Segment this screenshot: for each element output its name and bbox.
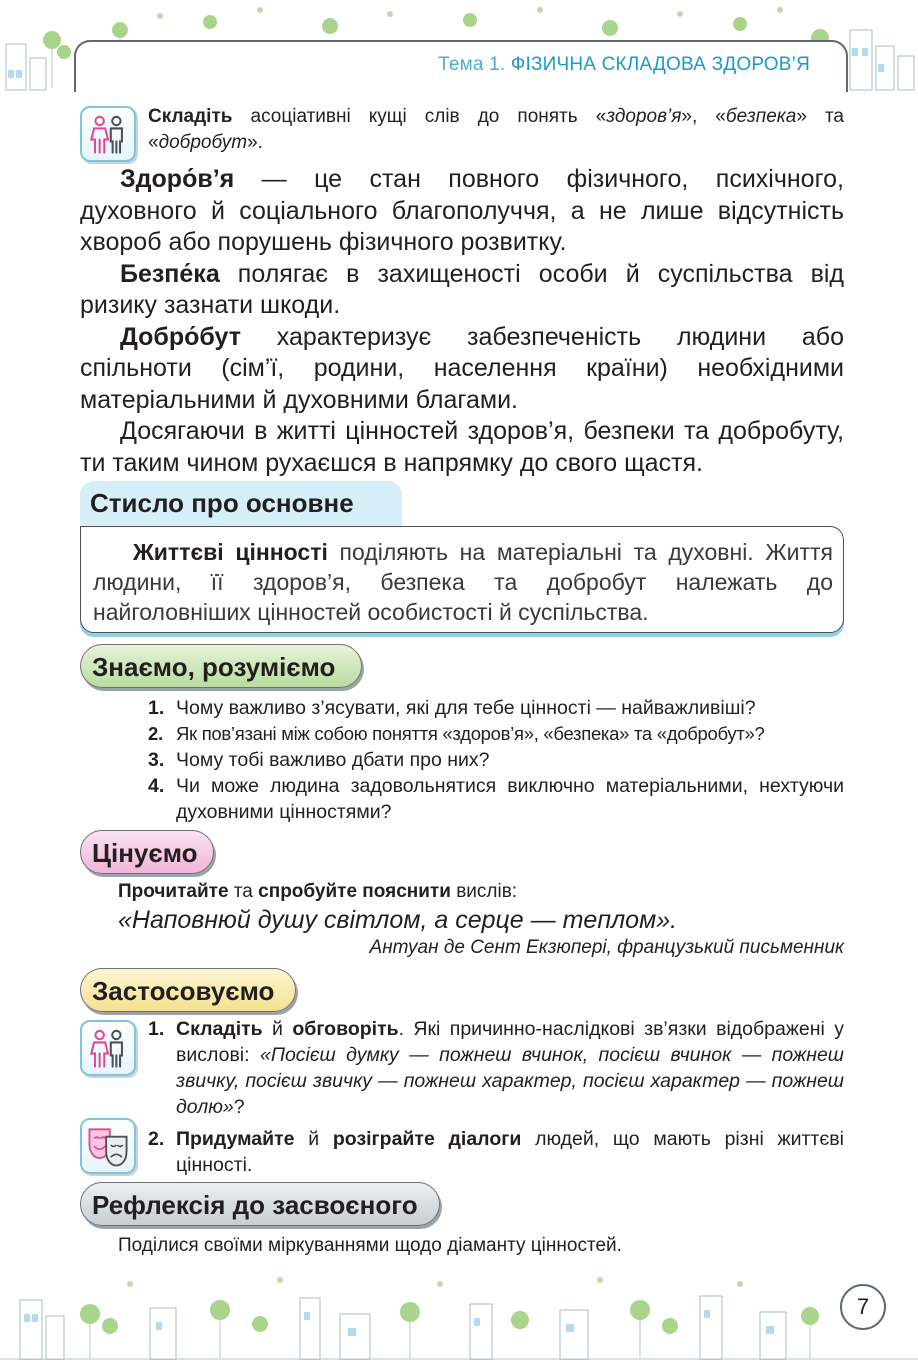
task-text: й xyxy=(262,1018,293,1040)
reflection-section-title: Рефлексія до засвоєного xyxy=(92,1190,418,1220)
summary-term: Життєві цінності xyxy=(133,539,328,565)
intro-task-verb: Складіть xyxy=(148,106,233,127)
intro-task-text: » та « xyxy=(148,106,844,153)
know-section-title: Знаємо, розуміємо xyxy=(92,652,336,682)
know-section-heading xyxy=(80,644,362,688)
task-number: 2. xyxy=(148,1128,165,1150)
bottom-city-illustration xyxy=(0,1270,918,1360)
task-number: 1. xyxy=(148,1018,165,1040)
question-item xyxy=(148,773,844,825)
task-text: людей, що мають різні життєві цінності. xyxy=(176,1128,844,1176)
intro-task-text: ». xyxy=(247,132,263,153)
people-icon xyxy=(80,106,136,162)
instruction-verb: спробуйте пояснити xyxy=(258,881,451,902)
intro-term-health: здоров’я xyxy=(606,106,682,127)
task-verb: розіграйте діалоги xyxy=(332,1128,522,1150)
safety-term: Безпе́ка xyxy=(120,259,220,288)
health-term: Здоро́в’я xyxy=(120,165,235,193)
intro-task-text: асоціативні кущі слів до понять « xyxy=(232,106,607,127)
people-icon xyxy=(80,1020,136,1076)
question-text: Чи може людина задовольнятися виключно матеріальними, нехтуючи духовними цінностями? xyxy=(176,775,844,823)
safety-text: полягає в захищеності особи й суспільства від ризику зазнати шкоди. xyxy=(80,259,844,319)
reflection-text: Поділися своїми міркуваннями щодо діаманту цінностей. xyxy=(118,1235,622,1256)
question-text: Чому важливо з’ясувати, які для тебе цінності — найважливіші? xyxy=(176,697,756,719)
intro-task-text: », « xyxy=(681,106,726,127)
apply-task-1 xyxy=(148,1016,844,1120)
conclusion-paragraph: Досягаючи в житті цінностей здоров’я, безпеки та добробуту, ти таким чином рухаєшся в напрямку до свого щастя. xyxy=(80,417,844,477)
value-instruction xyxy=(118,879,844,905)
question-item xyxy=(148,721,844,747)
apply-task-2 xyxy=(148,1126,844,1178)
summary-body: поділяють на матеріальні та духовні. Життя людини, її здоров’я, безпека та добробут належать до найголовніших цінностей особистості й суспільства. xyxy=(93,539,833,625)
question-item xyxy=(148,695,844,721)
intro-task xyxy=(148,104,844,156)
welfare-definition xyxy=(80,322,844,417)
safety-definition xyxy=(80,259,844,322)
page-number: 7 xyxy=(840,1284,886,1330)
value-section-heading xyxy=(80,830,214,874)
welfare-term: Добро́бут xyxy=(120,322,241,351)
task-quote: «Посієш думку — пожнеш вчинок, посієш вчинок — пожнеш звичку, посієш звичку — пожнеш характер, посієш характер — пожнеш долю» xyxy=(176,1044,844,1118)
health-definition xyxy=(80,164,844,259)
apply-tasks-list xyxy=(148,1016,844,1178)
quote-author: Антуан де Сент Екзюпері, французький письменник xyxy=(369,937,844,958)
know-questions-list xyxy=(148,695,844,825)
reflection-section-heading xyxy=(80,1182,440,1226)
task-verb: Придумайте xyxy=(176,1128,295,1150)
task-verb: обговоріть xyxy=(292,1018,399,1040)
task-text: ? xyxy=(233,1096,245,1118)
question-item xyxy=(148,747,844,773)
apply-section-title: Застосовуємо xyxy=(92,976,275,1006)
topic-label: Тема 1. xyxy=(438,54,506,75)
intro-term-safety: безпека xyxy=(725,106,797,127)
summary-box xyxy=(80,526,844,633)
question-number: 2. xyxy=(148,723,163,744)
question-text: Як пов’язані між собою поняття «здоров’я», «безпека» та «добробут»? xyxy=(176,723,765,744)
theatre-masks-icon xyxy=(80,1118,136,1174)
task-text: . Які причинно-наслідкові зв’язки відображені у вислові: xyxy=(176,1018,844,1066)
value-section-title: Цінуємо xyxy=(92,838,198,868)
welfare-text: характеризує забезпеченість людини або спільноти (сім’ї, родини, населення країни) необхідними матеріальними й духовними благами. xyxy=(80,322,844,414)
summary-text xyxy=(93,537,833,627)
question-number: 4. xyxy=(148,775,165,797)
instruction-text: вислів: xyxy=(450,881,518,902)
topic-title: ФІЗИЧНА СКЛАДОВА ЗДОРОВ’Я xyxy=(510,54,810,75)
health-text: — це стан повного фізичного, психічного, духовного й соціального благополуччя, а не лише відсутність хвороб або порушень фізичного розвитку. xyxy=(80,165,844,256)
apply-section-heading xyxy=(80,968,296,1012)
summary-title: Стисло про основне xyxy=(90,488,354,518)
intro-term-welfare: добробут xyxy=(158,132,248,153)
instruction-verb: Прочитайте xyxy=(118,881,229,902)
running-header xyxy=(438,54,810,76)
quote: «Наповнюй душу світлом, а серце — теплом». xyxy=(118,906,678,934)
task-text: й xyxy=(294,1128,333,1150)
instruction-text: та xyxy=(228,881,259,902)
question-text: Чому тобі важливо дбати про них? xyxy=(176,749,490,771)
task-verb: Складіть xyxy=(176,1018,263,1040)
question-number: 1. xyxy=(148,697,165,719)
definitions xyxy=(80,164,844,479)
question-number: 3. xyxy=(148,749,165,771)
summary-tab xyxy=(80,481,402,527)
